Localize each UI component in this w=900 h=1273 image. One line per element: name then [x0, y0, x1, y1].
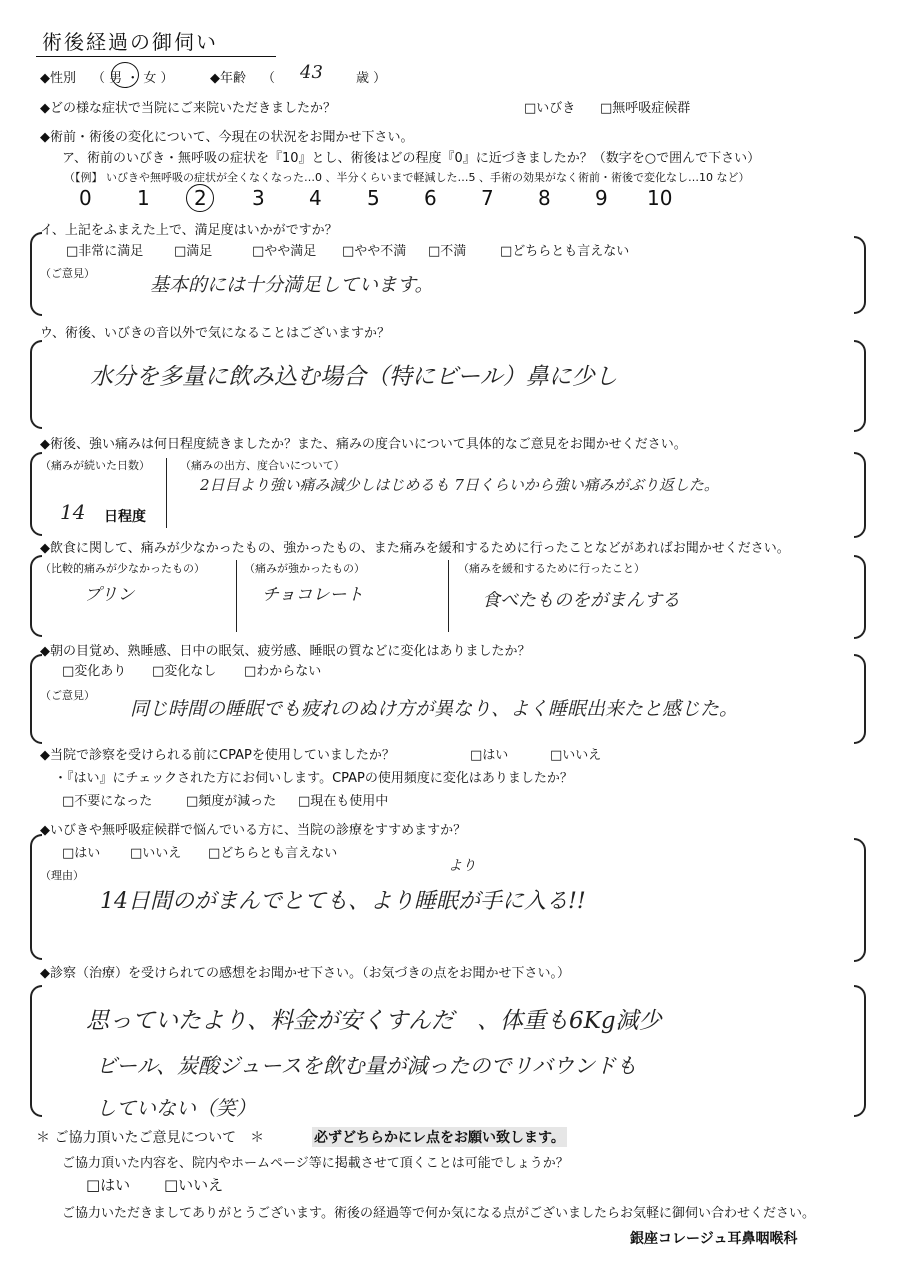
q5-degree[interactable]: 2日目より強い痛み減少しはじめるも 7日くらいから強い痛みがぶり返した。	[200, 476, 719, 494]
footer-yes-checkbox[interactable]: □はい	[86, 1176, 131, 1194]
q10-line-1[interactable]: 思っていたより、料金が安くすんだ 、体重も6Kg減少	[86, 1008, 662, 1034]
q7-opt-changed[interactable]: □変化あり	[62, 664, 127, 679]
q6-col3-label: （痛みを緩和するために行ったこと）	[458, 562, 645, 575]
q9-opt-neither[interactable]: □どちらとも言えない	[208, 846, 338, 861]
scale-3[interactable]: 3	[252, 186, 265, 210]
scale-5[interactable]: 5	[367, 186, 380, 210]
q2-a-text: ア、術前のいびき・無呼吸の症状を『10』とし、術後はどの程度『0』に近づきましたか？（数字を○で囲んで下さい）	[62, 151, 761, 166]
q6-col1-answer[interactable]: プリン	[84, 585, 135, 605]
scale-6[interactable]: 6	[424, 186, 437, 210]
q2-intro: ◆術前・術後の変化について、今現在の状況をお聞かせ下さい。	[40, 130, 414, 145]
q8-opt-still-using[interactable]: □現在も使用中	[298, 794, 389, 809]
footer-permission: ご協力頂いた内容を、院内やホームページ等に掲載させて頂くことは可能でしょうか？	[62, 1156, 569, 1171]
q8-opt-unneeded[interactable]: □不要になった	[62, 794, 153, 809]
footer-note-bold: 必ずどちらかにレ点をお願い致します。	[312, 1127, 567, 1147]
q8-text: ◆当院で診察を受けられる前にCPAPを使用していましたか？	[40, 748, 395, 763]
age-value[interactable]: 43	[300, 62, 323, 83]
q4-bracket-right	[854, 340, 866, 432]
q1-apnea-checkbox[interactable]: □無呼吸症候群	[600, 101, 691, 116]
q5-degree-label: （痛みの出方、度合いについて）	[180, 459, 345, 472]
q10-text: ◆診察（治療）を受けられての感想をお聞かせ下さい。（お気づきの点をお聞かせ下さい。）	[40, 966, 570, 981]
clinic-name: 銀座コレージュ耳鼻咽喉科	[630, 1231, 798, 1247]
q7-opinion-label: （ご意見）	[40, 689, 95, 702]
q7-opinion[interactable]: 同じ時間の睡眠でも疲れのぬけ方が異なり、よく睡眠出来たと感じた。	[130, 698, 739, 720]
q10-bracket-right	[854, 985, 866, 1117]
q10-line-3[interactable]: していない（笑）	[96, 1096, 256, 1120]
q6-divider-1	[236, 560, 237, 632]
footer-no-checkbox[interactable]: □いいえ	[164, 1176, 224, 1194]
q7-bracket-right	[854, 654, 866, 744]
q7-opt-no-change[interactable]: □変化なし	[152, 664, 217, 679]
q9-reason[interactable]: 14日間のがまんでとても、より睡眠が手に入る!!	[100, 889, 586, 914]
q5-days-label: （痛みが続いた日数）	[40, 459, 150, 472]
q9-reason-insert: より	[448, 858, 476, 874]
q3-opt-somewhat-satisfied[interactable]: □やや満足	[252, 244, 317, 259]
q4-answer[interactable]: 水分を多量に飲み込む場合（特にビール）鼻に少し	[90, 364, 618, 390]
age-label: ◆年齢	[210, 71, 246, 86]
age-open: （	[262, 71, 276, 86]
q7-text: ◆朝の目覚め、熟睡感、日中の眠気、疲労感、睡眠の質などに変化はありましたか？	[40, 644, 531, 659]
q5-days-unit: 日程度	[104, 509, 146, 525]
q3-opt-somewhat-dissatisfied[interactable]: □やや不満	[342, 244, 407, 259]
q9-opt-no[interactable]: □いいえ	[130, 846, 182, 861]
q3-opinion[interactable]: 基本的には十分満足しています。	[150, 274, 434, 296]
q8-no-checkbox[interactable]: □いいえ	[550, 748, 602, 763]
q8-sub-text: ・『はい』にチェックされた方にお伺いします。CPAPの使用頻度に変化はありましたか？	[54, 771, 573, 786]
sex-selected-circle	[111, 62, 139, 88]
q3-text: イ、上記をふまえた上で、満足度はいかがですか？	[40, 223, 338, 238]
sex-label: ◆性別	[40, 71, 76, 86]
footer-thanks: ご協力いただきましてありがとうございます。術後の経過等で何か気になる点がございましたらお気軽に御伺い合わせください。	[62, 1206, 815, 1221]
q3-opinion-label: （ご意見）	[40, 267, 95, 280]
q9-bracket-left	[30, 834, 42, 960]
scale-selected-circle	[186, 184, 214, 212]
q9-text: ◆いびきや無呼吸症候群で悩んでいる方に、当院の診療をすすめますか？	[40, 823, 467, 838]
q9-bracket-right	[854, 838, 866, 962]
q3-opt-neither[interactable]: □どちらとも言えない	[500, 244, 630, 259]
q4-text: ウ、術後、いびきの音以外で気になることはございますか？	[40, 326, 390, 341]
q7-opt-unknown[interactable]: □わからない	[244, 664, 322, 679]
title-underline	[36, 56, 276, 57]
q6-col3-answer[interactable]: 食べたものをがまんする	[482, 590, 680, 611]
q6-col2-label: （痛みが強かったもの）	[244, 562, 365, 575]
q3-opt-satisfied[interactable]: □満足	[174, 244, 213, 259]
q6-divider-2	[448, 560, 449, 632]
scale-7[interactable]: 7	[481, 186, 494, 210]
footer-note: ＊ ご協力頂いたご意見について ＊	[36, 1130, 265, 1146]
q5-bracket-right	[854, 452, 866, 538]
q3-bracket-right	[854, 236, 866, 314]
q10-bracket-left	[30, 985, 42, 1117]
scale-10[interactable]: 10	[647, 186, 673, 210]
q1-snoring-checkbox[interactable]: □いびき	[524, 101, 576, 116]
q9-reason-label: （理由）	[40, 869, 84, 882]
q8-yes-checkbox[interactable]: □はい	[470, 748, 509, 763]
q6-col2-answer[interactable]: チョコレート	[262, 585, 364, 605]
scale-9[interactable]: 9	[595, 186, 608, 210]
page-title: 術後経過の御伺い	[42, 30, 218, 54]
q8-opt-reduced[interactable]: □頻度が減った	[186, 794, 277, 809]
scale-8[interactable]: 8	[538, 186, 551, 210]
q1-text: ◆どの様な症状で当院にご来院いただきましたか？	[40, 101, 336, 116]
q5-days-value[interactable]: 14	[60, 500, 86, 524]
q6-text: ◆飲食に関して、痛みが少なかったもの、強かったもの、また痛みを緩和するために行ったことなどがあればお聞かせください。	[40, 541, 790, 556]
q3-opt-dissatisfied[interactable]: □不満	[428, 244, 467, 259]
age-unit: 歳 ）	[356, 71, 387, 86]
scale-1[interactable]: 1	[137, 186, 150, 210]
sex-options[interactable]: （ 男 ・ 女 ）	[92, 71, 174, 86]
q6-bracket-right	[854, 555, 866, 639]
q4-bracket-left	[30, 340, 42, 429]
q5-divider	[166, 458, 167, 528]
q9-opt-yes[interactable]: □はい	[62, 846, 101, 861]
q2-example: （【例】 いびきや無呼吸の症状が全くなくなった…0 、半分くらいまで軽減した…5 、手術の効果がなく術前・術後で変化なし…10 など）	[64, 171, 750, 184]
scale-0[interactable]: 0	[79, 186, 92, 210]
scale-2[interactable]: 2	[194, 186, 207, 210]
q3-opt-very-satisfied[interactable]: □非常に満足	[66, 244, 144, 259]
q10-line-2[interactable]: ビール、炭酸ジュースを飲む量が減ったのでリバウンドも	[96, 1054, 637, 1078]
q6-col1-label: （比較的痛みが少なかったもの）	[40, 562, 205, 575]
scale-4[interactable]: 4	[309, 186, 322, 210]
q5-text: ◆術後、強い痛みは何日程度続きましたか？また、痛みの度合いについて具体的なご意見をお聞かせください。	[40, 437, 687, 452]
